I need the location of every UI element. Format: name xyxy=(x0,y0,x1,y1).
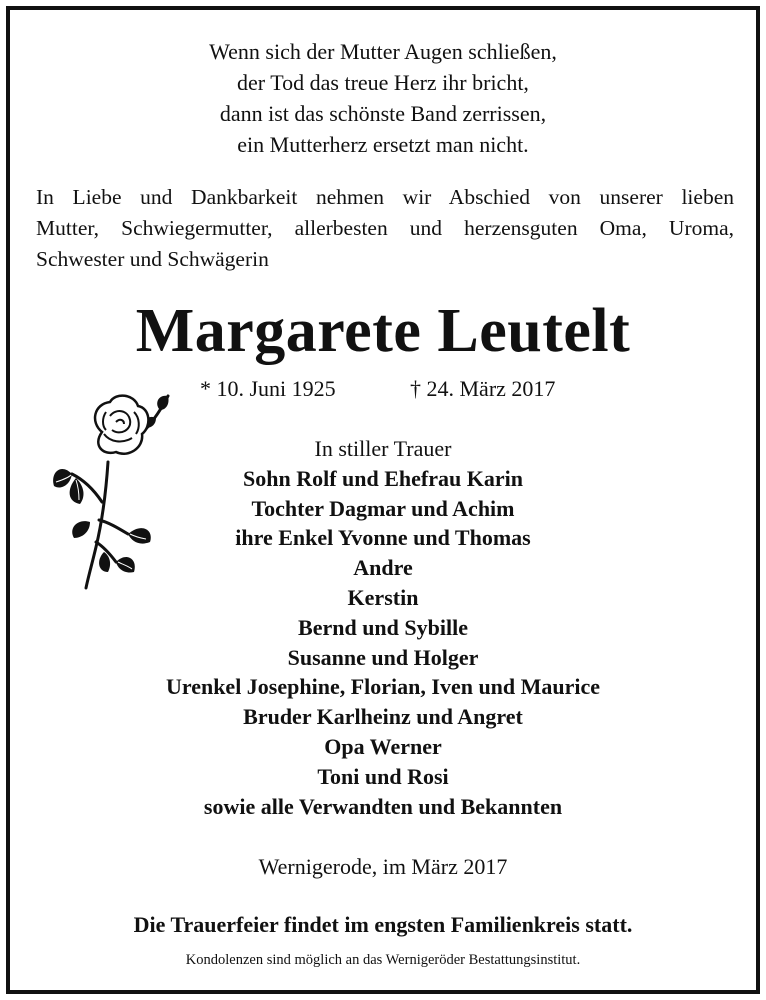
mourners-heading: In stiller Trauer xyxy=(314,436,452,461)
mourner-line: Susanne und Holger xyxy=(287,644,479,670)
mourner-line: Andre xyxy=(353,555,413,581)
intro-line: Mutter, Schwiegermutter, allerbesten und herzensguten Oma, Uroma, xyxy=(36,216,734,240)
poem-line: dann ist das schönste Band zerrissen, xyxy=(219,101,547,126)
condolence-note: Kondolenzen sind möglich an das Wernigeröder Bestattungsinstitut. xyxy=(185,952,581,968)
poem-line: der Tod das treue Herz ihr bricht, xyxy=(237,70,529,95)
poem-line: ein Mutterherz ersetzt man nicht. xyxy=(237,132,529,157)
deceased-name: Margarete Leutelt xyxy=(135,297,631,365)
death-date: † 24. März 2017 xyxy=(410,376,556,401)
poem xyxy=(10,36,756,160)
mourner-line: Opa Werner xyxy=(324,733,442,759)
place-date: Wernigerode, im März 2017 xyxy=(258,854,508,879)
obituary-notice xyxy=(6,6,760,994)
mourner-line: Kerstin xyxy=(347,584,419,610)
poem-line: Wenn sich der Mutter Augen schließen, xyxy=(209,39,557,64)
intro-line: Schwester und Schwägerin xyxy=(36,247,269,271)
birth-date: * 10. Juni 1925 xyxy=(200,376,336,401)
mourner-line: sowie alle Verwandten und Bekannten xyxy=(203,793,563,819)
intro-text xyxy=(36,182,734,275)
mourner-line: Bernd und Sybille xyxy=(298,614,468,640)
funeral-note: Die Trauerfeier findet im engsten Familienkreis statt. xyxy=(133,912,633,937)
mourners-list xyxy=(10,434,756,821)
mourner-line: Tochter Dagmar und Achim xyxy=(251,495,515,521)
mourner-line: Sohn Rolf und Ehefrau Karin xyxy=(243,465,523,491)
mourner-line: ihre Enkel Yvonne und Thomas xyxy=(235,525,531,551)
mourner-line: Bruder Karlheinz und Angret xyxy=(243,704,523,730)
mourner-line: Toni und Rosi xyxy=(317,763,449,789)
intro-line: In Liebe und Dankbarkeit nehmen wir Abschied von unserer lieben xyxy=(36,185,734,209)
mourner-line: Urenkel Josephine, Florian, Iven und Maurice xyxy=(165,674,601,700)
